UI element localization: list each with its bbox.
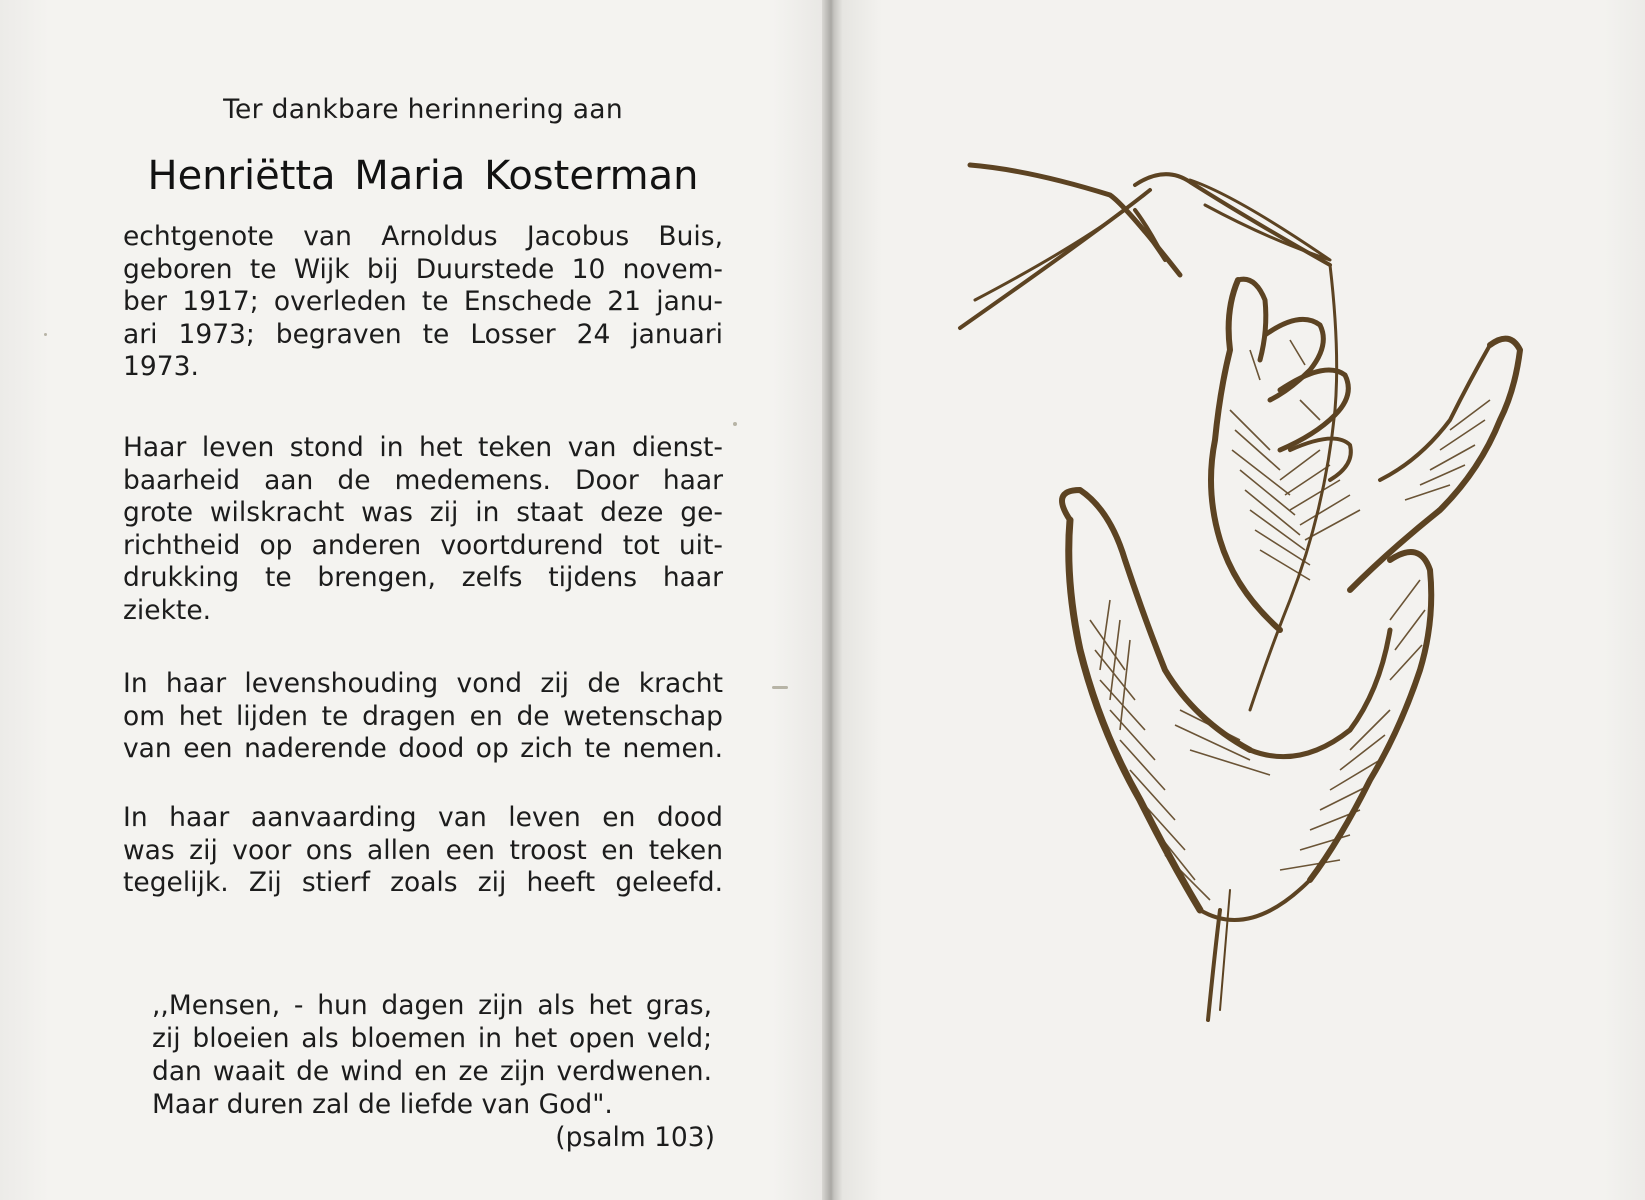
- quote-line-1: ,,Mensen, - hun dagen zijn als het gras,: [152, 990, 712, 1021]
- deceased-name: Henriëtta Maria Kosterman: [147, 153, 699, 199]
- acceptance-paragraph: [123, 802, 723, 900]
- paragraph1-line-4: richtheid op anderen voortdurend tot uit-: [123, 529, 723, 561]
- paragraph2-line-2: om het lijden te dragen en de wetenschap: [123, 700, 723, 732]
- quote-line-4: Maar duren zal de liefde van God".: [152, 1089, 613, 1120]
- paper-speck: [44, 333, 47, 336]
- paragraph1-line-6: ziekte.: [123, 594, 212, 626]
- paragraph3-line-3: tegelijk. Zij stierf zoals zij heeft geleefd.: [123, 867, 723, 898]
- card-fold: [822, 0, 842, 1200]
- quote-line-3: dan waait de wind en ze zijn verdwenen.: [152, 1056, 712, 1087]
- paper-speck: [733, 422, 737, 426]
- attitude-paragraph: [123, 668, 723, 766]
- card-left-page: [0, 0, 822, 1200]
- paragraph2-line-3: van een naderende dood op zich te nemen.: [123, 733, 723, 764]
- bio-line-3: ber 1917; overleden te Enschede 21 janu-: [123, 286, 723, 317]
- biography-paragraph: [123, 221, 723, 384]
- psalm-quote: [152, 989, 712, 1121]
- bio-line-4: ari 1973; begraven te Losser 24 januari 1973.: [123, 318, 723, 382]
- paragraph1-line-3: grote wilskracht was zij in staat deze ge-: [123, 497, 723, 528]
- paper-speck: [772, 686, 788, 689]
- life-paragraph: [123, 432, 723, 627]
- hands-holding-grass-icon: [950, 150, 1550, 1040]
- psalm-reference: (psalm 103): [555, 1122, 715, 1153]
- paragraph1-line-5: drukking te brengen, zelfs tijdens haar: [123, 562, 723, 593]
- quote-line-2: zij bloeien als bloemen in het open veld;: [152, 1023, 712, 1054]
- paragraph1-line-1: Haar leven stond in het teken van dienst-: [123, 432, 723, 463]
- bio-line-1: echtgenote van Arnoldus Jacobus Buis,: [123, 221, 723, 252]
- paragraph2-line-1: In haar levenshouding vond zij de kracht: [123, 668, 723, 699]
- bio-line-2: geboren te Wijk bij Duurstede 10 novem-: [123, 253, 723, 285]
- paragraph1-line-2: baarheid aan de medemens. Door haar: [123, 464, 723, 496]
- paragraph3-line-2: was zij voor ons allen een troost en teken: [123, 834, 723, 866]
- paragraph3-line-1: In haar aanvaarding van leven en dood: [123, 802, 723, 833]
- intro-line: Ter dankbare herinnering aan: [223, 94, 623, 125]
